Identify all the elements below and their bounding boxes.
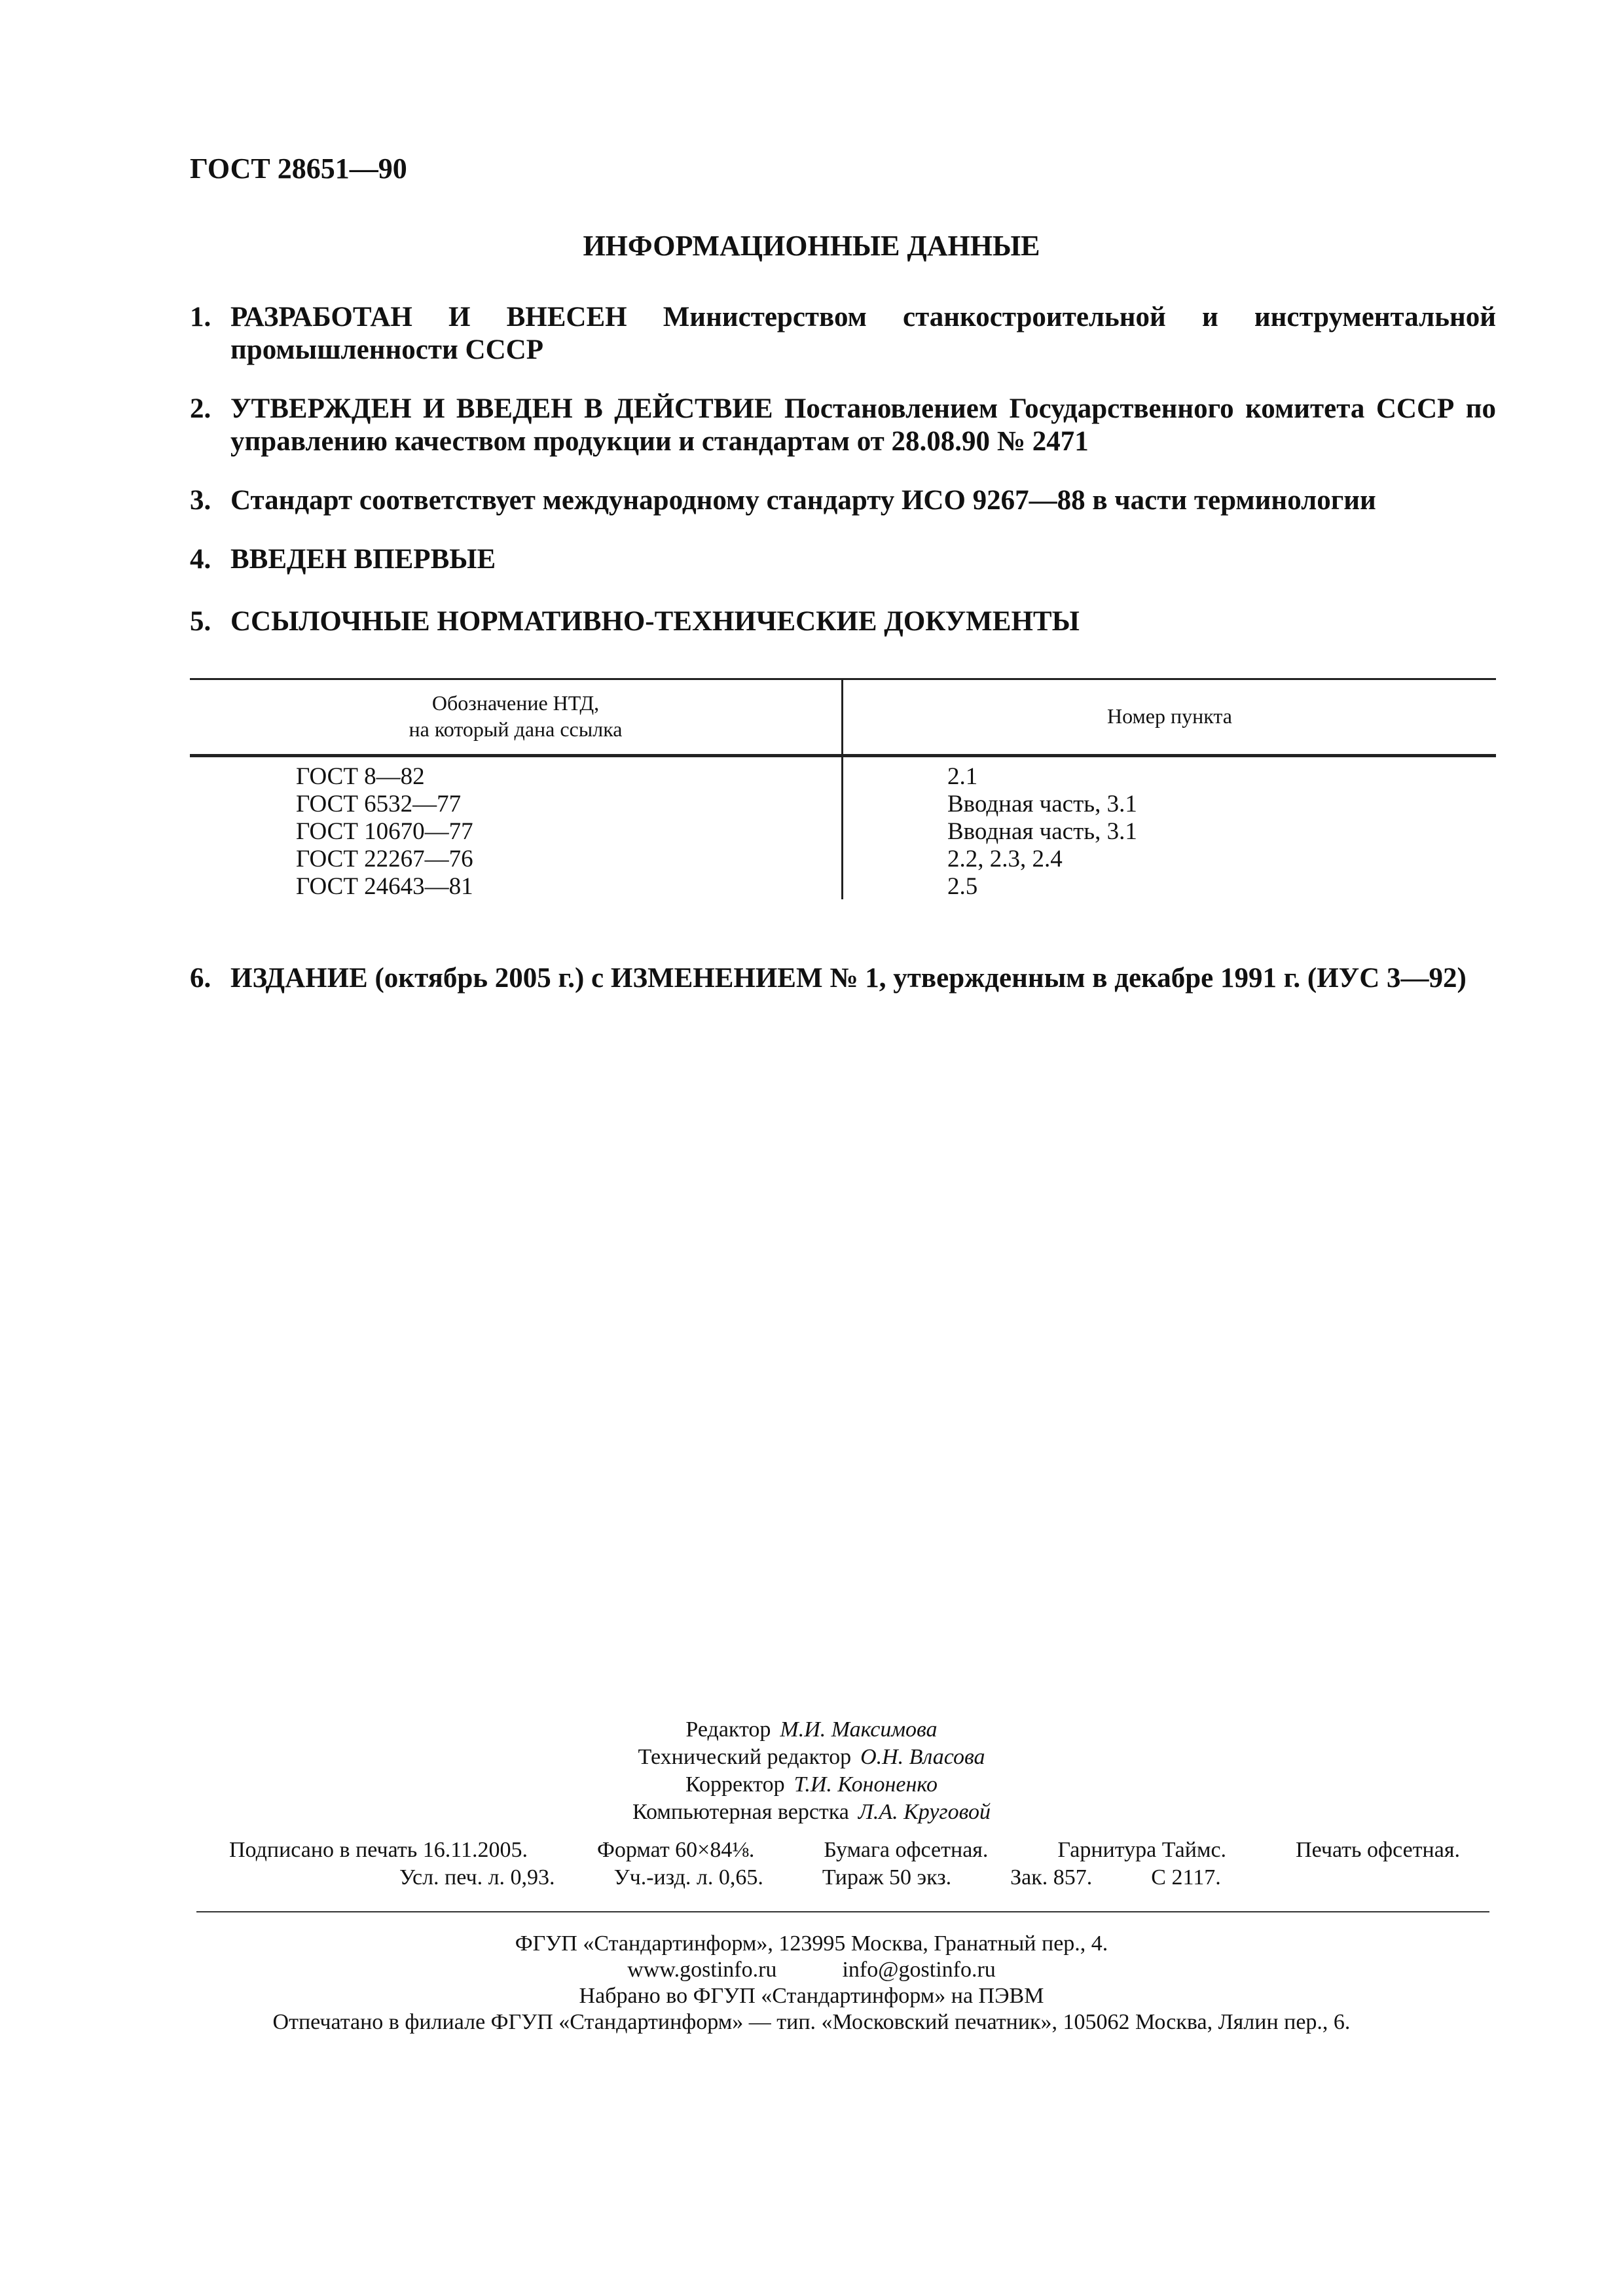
column-header-document-line1: Обозначение НТД, bbox=[431, 691, 600, 715]
item-number: 1. bbox=[190, 302, 211, 332]
typeface: Гарнитура Таймс. bbox=[1057, 1838, 1227, 1862]
cell-clause: 2.1 bbox=[947, 763, 978, 790]
table-body bbox=[190, 763, 1496, 901]
table-row bbox=[190, 873, 1496, 901]
item-text: ИЗДАНИЕ (октябрь 2005 г.) с ИЗМЕНЕНИЕМ № 1, утвержденным в декабре 1991 г. (ИУС 3—92) bbox=[230, 963, 1467, 994]
column-header-document-line2: на который дана ссылка bbox=[409, 717, 623, 741]
footer-divider bbox=[196, 1911, 1489, 1912]
info-item-developed bbox=[190, 301, 1496, 367]
circulation: Тираж 50 экз. bbox=[822, 1865, 952, 1890]
table-row bbox=[190, 846, 1496, 873]
cell-document: ГОСТ 6532—77 bbox=[296, 791, 462, 817]
item-number: 4. bbox=[190, 544, 211, 575]
section-title: ИНФОРМАЦИОННЫЕ ДАННЫЕ bbox=[583, 230, 1040, 262]
item-text: Стандарт соответствует международному стандарту ИСО 9267—88 в части терминологии bbox=[230, 485, 1376, 516]
print-data-line2 bbox=[229, 1864, 1460, 1892]
cell-document: ГОСТ 24643—81 bbox=[296, 873, 473, 900]
document-code: ГОСТ 28651—90 bbox=[190, 152, 407, 185]
credit-name: Л.А. Круговой bbox=[858, 1800, 991, 1824]
email-link[interactable]: info@gostinfo.ru bbox=[842, 1958, 996, 1982]
cell-document: ГОСТ 8—82 bbox=[296, 763, 425, 790]
cell-document: ГОСТ 10670—77 bbox=[296, 818, 473, 845]
print-sheets: Усл. печ. л. 0,93. bbox=[399, 1865, 555, 1890]
item-text: РАЗРАБОТАН И ВНЕСЕН Министерством станкостроительной и инструментальной промышленности СССР bbox=[230, 302, 1496, 365]
signed-date: Подписано в печать 16.11.2005. bbox=[229, 1838, 528, 1862]
info-item-references bbox=[190, 605, 1496, 638]
info-item-introduced bbox=[190, 543, 1496, 576]
item-text: ВВЕДЕН ВПЕРВЫЕ bbox=[230, 544, 496, 575]
credit-role: Корректор bbox=[685, 1772, 785, 1797]
cell-clause: 2.5 bbox=[947, 873, 978, 900]
print-data bbox=[229, 1837, 1460, 1892]
format: Формат 60×84⅛. bbox=[596, 1838, 755, 1862]
cell-document: ГОСТ 22267—76 bbox=[296, 846, 473, 872]
item-text: УТВЕРЖДЕН И ВВЕДЕН В ДЕЙСТВИЕ Постановлением Государственного комитета СССР по управлению качеством продукции и стандартам от 28.08.90 № 2471 bbox=[230, 393, 1496, 457]
table-row bbox=[190, 818, 1496, 846]
credit-technical-editor bbox=[0, 1744, 1623, 1771]
printed-note: Отпечатано в филиале ФГУП «Стандартинформ» — тип. «Московский печатник», 105062 Москва, Лялин пер., 6. bbox=[272, 2010, 1351, 2034]
credit-editor bbox=[0, 1716, 1623, 1744]
credit-proofreader bbox=[0, 1771, 1623, 1799]
credit-layout bbox=[0, 1799, 1623, 1826]
order-number: Зак. 857. bbox=[1010, 1865, 1093, 1890]
cell-clause: 2.2, 2.3, 2.4 bbox=[947, 846, 1063, 872]
credit-name: М.И. Максимова bbox=[780, 1717, 938, 1742]
website-link[interactable]: www.gostinfo.ru bbox=[627, 1958, 777, 1982]
column-header-clause: Номер пункта bbox=[1107, 704, 1232, 728]
credit-role: Технический редактор bbox=[638, 1745, 852, 1769]
item-text: ССЫЛОЧНЫЕ НОРМАТИВНО-ТЕХНИЧЕСКИЕ ДОКУМЕНТЫ bbox=[230, 606, 1080, 637]
publisher-sheets: Уч.-изд. л. 0,65. bbox=[613, 1865, 763, 1890]
publisher-address: ФГУП «Стандартинформ», 123995 Москва, Гранатный пер., 4. bbox=[515, 1931, 1108, 1956]
info-item-conformity bbox=[190, 484, 1496, 517]
print-method: Печать офсетная. bbox=[1296, 1838, 1460, 1862]
cell-clause: Вводная часть, 3.1 bbox=[947, 791, 1137, 817]
publisher-contacts bbox=[0, 1957, 1623, 1983]
print-data-line1 bbox=[229, 1837, 1460, 1864]
table-row bbox=[190, 763, 1496, 791]
publisher-info bbox=[0, 1931, 1623, 2036]
item-number: 2. bbox=[190, 393, 211, 424]
typeset-note: Набрано во ФГУП «Стандартинформ» на ПЭВМ bbox=[579, 1984, 1044, 2008]
cell-clause: Вводная часть, 3.1 bbox=[947, 818, 1137, 845]
item-number: 6. bbox=[190, 963, 211, 994]
code-number: С 2117. bbox=[1151, 1865, 1221, 1890]
editorial-credits bbox=[0, 1716, 1623, 1826]
credit-role: Компьютерная верстка bbox=[632, 1800, 849, 1824]
credit-name: Т.И. Кононенко bbox=[793, 1772, 938, 1797]
table-row bbox=[190, 791, 1496, 818]
credit-name: О.Н. Власова bbox=[860, 1745, 985, 1769]
credit-role: Редактор bbox=[685, 1717, 771, 1742]
info-item-approved bbox=[190, 393, 1496, 458]
paper: Бумага офсетная. bbox=[824, 1838, 989, 1862]
item-number: 3. bbox=[190, 485, 211, 516]
column-header-document bbox=[190, 678, 841, 754]
item-number: 5. bbox=[190, 606, 211, 637]
info-item-edition bbox=[190, 962, 1496, 995]
